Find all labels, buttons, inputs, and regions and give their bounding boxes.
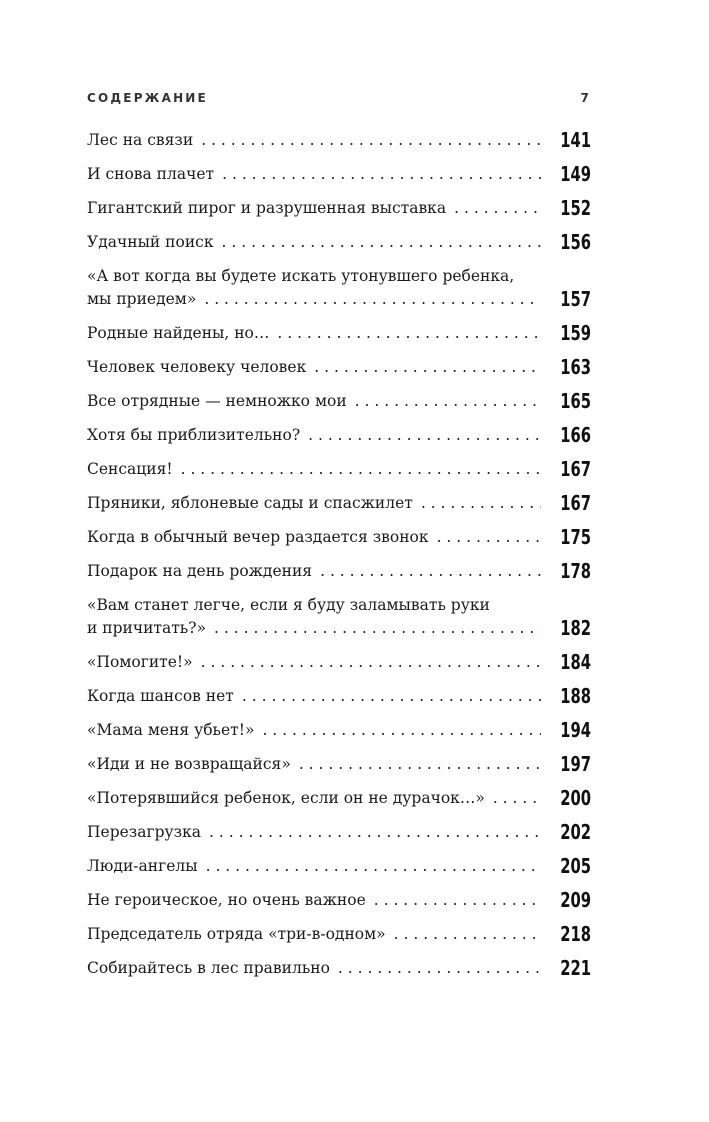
page-number: 7: [580, 91, 591, 105]
toc-entry-page-number: 202: [560, 820, 591, 844]
toc-entry-line: [87, 923, 591, 945]
dot-leader: [429, 526, 541, 548]
toc-entry-title: «Потерявшийся ребенок, если он не дурачок…»: [87, 789, 485, 807]
toc-entry-title: И снова плачет: [87, 165, 215, 183]
toc-entry-line: [87, 390, 591, 412]
toc-entry[interactable]: [87, 651, 591, 673]
dot-leader: [254, 719, 541, 741]
dot-leader: [347, 390, 541, 412]
toc-entry[interactable]: [87, 458, 591, 480]
dot-leader: [413, 492, 541, 514]
toc-entry[interactable]: [87, 163, 591, 185]
toc-entry-title: Удачный поиск: [87, 233, 214, 251]
toc-entry-title: Собирайтесь в лес правильно: [87, 959, 330, 977]
toc-entry[interactable]: [87, 560, 591, 582]
toc-entry-line: [87, 197, 591, 219]
toc-entry-title: «Мама меня убьет!»: [87, 721, 255, 739]
toc-entry[interactable]: [87, 889, 591, 911]
toc-entry-page-number: 152: [560, 196, 591, 220]
toc-entry-page-number: 156: [560, 230, 591, 254]
toc-entry[interactable]: [87, 231, 591, 253]
toc-entry[interactable]: [87, 719, 591, 741]
toc-entry-line: [87, 458, 591, 480]
toc-entry-title: Хотя бы приблизительно?: [87, 426, 301, 444]
table-of-contents: [87, 129, 591, 991]
toc-entry-title: Подарок на день рождения: [87, 562, 313, 580]
dot-leader: [446, 197, 541, 219]
toc-entry-page-number: 167: [560, 457, 591, 481]
toc-entry-title: Перезагрузка: [87, 823, 202, 841]
toc-entry[interactable]: [87, 855, 591, 877]
dot-leader: [312, 560, 541, 582]
toc-entry[interactable]: [87, 322, 591, 344]
toc-entry-title-first-line: «Вам станет легче, если я буду заламывать руки: [87, 596, 490, 614]
dot-leader: [330, 957, 541, 979]
toc-entry-title: Люди-ангелы: [87, 857, 198, 875]
toc-entry[interactable]: [87, 265, 591, 310]
dot-leader: [300, 424, 541, 446]
toc-entry[interactable]: [87, 685, 591, 707]
toc-entry-page-number: 141: [560, 128, 591, 152]
dot-leader: [291, 753, 541, 775]
dot-leader: [196, 288, 541, 310]
toc-entry-line: [87, 526, 591, 548]
toc-entry-page-number: 194: [560, 718, 591, 742]
toc-entry-page-number: 149: [560, 162, 591, 186]
toc-entry-line: [87, 719, 591, 741]
toc-entry[interactable]: [87, 526, 591, 548]
toc-entry-line: [87, 322, 591, 344]
dot-leader: [214, 231, 541, 253]
toc-entry-page-number: 178: [560, 559, 591, 583]
dot-leader: [366, 889, 541, 911]
toc-entry-line: [87, 288, 591, 310]
toc-entry-page-number: 157: [560, 287, 591, 311]
toc-entry[interactable]: [87, 594, 591, 639]
toc-entry[interactable]: [87, 129, 591, 151]
toc-entry[interactable]: [87, 821, 591, 843]
toc-entry[interactable]: [87, 492, 591, 514]
toc-entry-line: [87, 356, 591, 378]
toc-entry-line: [87, 957, 591, 979]
toc-entry[interactable]: [87, 957, 591, 979]
dot-leader: [306, 356, 541, 378]
toc-entry-line: [87, 129, 591, 151]
toc-entry-title: Человек человеку человек: [87, 358, 307, 376]
toc-entry-line: [87, 617, 591, 639]
toc-entry-page-number: 188: [560, 684, 591, 708]
toc-entry-title: Родные найдены, но…: [87, 324, 270, 342]
toc-entry-title-first-line: «А вот когда вы будете искать утонувшего ребенка,: [87, 267, 515, 285]
toc-entry-page-number: 200: [560, 786, 591, 810]
dot-leader: [193, 651, 541, 673]
toc-entry-title: Сенсация!: [87, 460, 173, 478]
toc-entry-title: мы приедем»: [87, 290, 197, 308]
toc-entry-line: [87, 231, 591, 253]
toc-entry-line: [87, 821, 591, 843]
dot-leader: [234, 685, 541, 707]
toc-entry-line: [87, 424, 591, 446]
section-title: СОДЕРЖАНИЕ: [87, 91, 208, 105]
toc-entry-page-number: 205: [560, 854, 591, 878]
toc-entry-line: [87, 855, 591, 877]
dot-leader: [173, 458, 541, 480]
toc-entry-title: «Помогите!»: [87, 653, 193, 671]
dot-leader: [193, 129, 541, 151]
toc-entry-line: [87, 651, 591, 673]
toc-entry-page-number: 163: [560, 355, 591, 379]
dot-leader: [485, 787, 541, 809]
dot-leader: [386, 923, 541, 945]
toc-entry-page-number: 159: [560, 321, 591, 345]
toc-entry[interactable]: [87, 753, 591, 775]
toc-entry-page-number: 221: [560, 956, 591, 980]
toc-entry-line: [87, 889, 591, 911]
toc-entry-title: и причитать?»: [87, 619, 207, 637]
dot-leader: [198, 855, 541, 877]
toc-entry-page-number: 166: [560, 423, 591, 447]
toc-entry-line: [87, 787, 591, 809]
toc-entry-title: Не героическое, но очень важное: [87, 891, 366, 909]
toc-entry-line: [87, 163, 591, 185]
toc-entry-page-number: 184: [560, 650, 591, 674]
toc-entry[interactable]: [87, 787, 591, 809]
toc-entry-title: «Иди и не возвращайся»: [87, 755, 291, 773]
dot-leader: [214, 163, 541, 185]
toc-entry[interactable]: [87, 923, 591, 945]
toc-entry-page-number: 197: [560, 752, 591, 776]
toc-entry-line: [87, 753, 591, 775]
toc-entry-title: Лес на связи: [87, 131, 194, 149]
toc-entry-page-number: 165: [560, 389, 591, 413]
toc-entry-title: Все отрядные — немножко мои: [87, 392, 347, 410]
toc-entry-title: Гигантский пирог и разрушенная выставка: [87, 199, 447, 217]
toc-entry[interactable]: [87, 390, 591, 412]
toc-entry[interactable]: [87, 424, 591, 446]
toc-entry[interactable]: [87, 197, 591, 219]
toc-entry-title: Когда в обычный вечер раздается звонок: [87, 528, 429, 546]
toc-entry-title: Пряники, яблоневые сады и спасжилет: [87, 494, 413, 512]
dot-leader: [269, 322, 541, 344]
toc-entry[interactable]: [87, 356, 591, 378]
toc-entry-page-number: 218: [560, 922, 591, 946]
toc-entry-page-number: 209: [560, 888, 591, 912]
toc-entry-line: [87, 560, 591, 582]
dot-leader: [201, 821, 541, 843]
toc-entry-title: Когда шансов нет: [87, 687, 234, 705]
toc-entry-page-number: 167: [560, 491, 591, 515]
toc-entry-page-number: 175: [560, 525, 591, 549]
toc-entry-line: [87, 492, 591, 514]
dot-leader: [206, 617, 541, 639]
toc-entry-title: Председатель отряда «три-в-одном»: [87, 925, 386, 943]
toc-entry-line: [87, 685, 591, 707]
running-head: [87, 88, 591, 108]
toc-entry-page-number: 182: [560, 616, 591, 640]
